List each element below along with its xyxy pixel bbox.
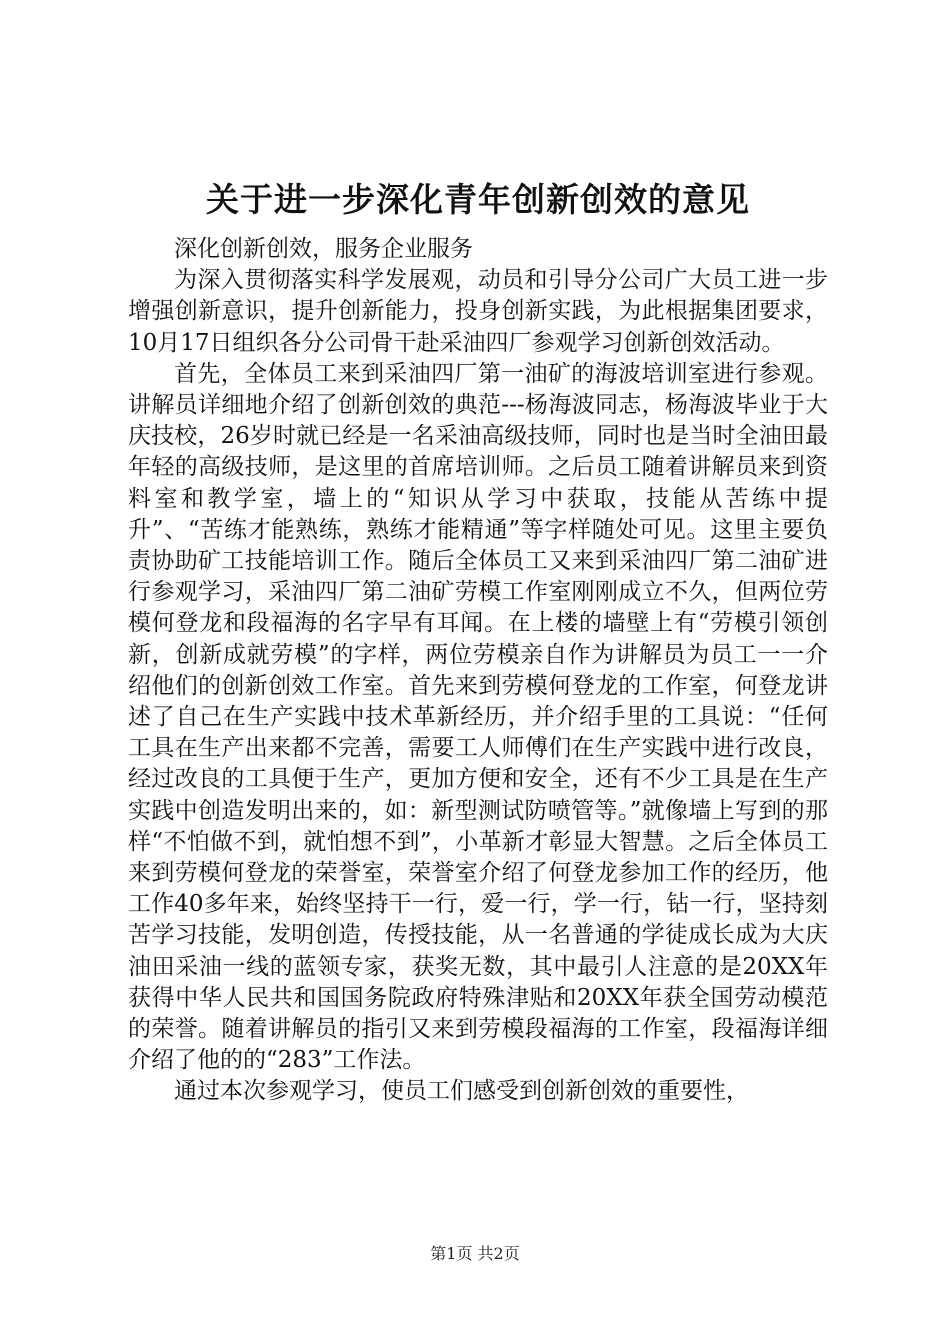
document-page [128,178,828,1108]
paragraph: 通过本次参观学习，使员工们感受到创新创效的重要性， [174,1078,749,1105]
document-title: 关于进一步深化青年创新创效的意见 [206,180,750,219]
paragraph: 为深入贯彻落实科学发展观，动员和引导分公司广大员工进一步增强创新意识，提升创新能力，投身创新实践，为此根据集团要求，10月17日组织各分公司骨干赴采油四厂参观学习创新创效活动。 [128,267,828,356]
document-subtitle: 深化创新创效，服务企业服务 [174,236,473,262]
paragraph: 首先，全体员工来到采油四厂第一油矿的海波培训室进行参观。讲解员详细地介绍了创新创效的典范---杨海波同志，杨海波毕业于大庆技校，26岁时就已经是一名采油高级技师，同时也是当时全油田最年轻的高级技师，是这里的首席培训师。之后员工随着讲解员来到资料室和教学室，墙上的“知识从学习中获取，技能从苦练中提升”、“苦练才能熟练，熟练才能精通”等字样随处可见。这里主要负责协助矿工技能培训工作。随后全体员工又来到采油四厂第二油矿进行参观学习，采油四厂第二油矿劳模工作室刚刚成立不久，但两位劳模何登龙和段福海的名字早有耳闻。在上楼的墙壁上有“劳模引领创新，创新成就劳模”的字样，两位劳模亲自作为讲解员为员工一一介绍他们的创新创效工作室。首先来到劳模何登龙的工作室，何登龙讲述了自己在生产实践中技术革新经历，并介绍手里的工具说：“任何工具在生产出来都不完善，需要工人师傅们在生产实践中进行改良，经过改良的工具便于生产，更加方便和安全，还有不少工具是在生产实践中创造发明出来的，如：新型测试防喷管等。”就像墙上写到的那样“不怕做不到，就怕想不到”，小革新才彰显大智慧。之后全体员工来到劳模何登龙的荣誉室，荣誉室介绍了何登龙参加工作的经历，他工作40多年来，始终坚持干一行，爱一行，学一行，钻一行，坚持刻苦学习技能，发明创造，传授技能，从一名普通的学徒成长成为大庆油田采油一线的蓝领专家，获奖无数，其中最引人注意的是20XX年获得中华人民共和国国务院政府特殊津贴和20XX年获全国劳动模范的荣誉。随着讲解员的指引又来到劳模段福海的工作室，段福海详细介绍了他的的“283”工作法。 [128,360,828,1074]
document-body [128,234,828,1108]
page-footer: 第1页 共2页 [430,1244,520,1263]
